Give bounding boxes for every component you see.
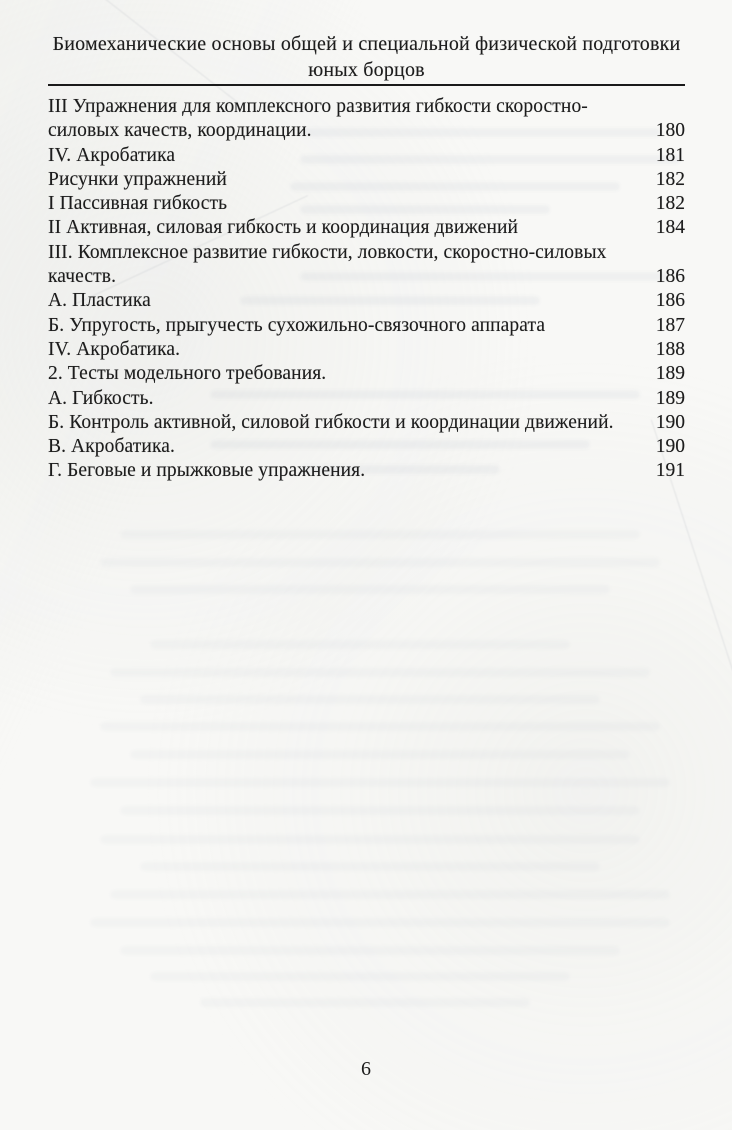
toc-entry-page: 186: [655, 266, 685, 288]
toc-entry-page: 190: [655, 411, 685, 433]
toc-entry-text: силовых качеств, координации.: [48, 120, 312, 142]
page-footer: [0, 1057, 732, 1081]
header-rule: [48, 84, 685, 86]
toc-entry: [48, 265, 685, 289]
toc-entry-page: 182: [655, 168, 685, 190]
toc-entry-page: 184: [655, 217, 685, 239]
toc-entry-page: 188: [655, 338, 685, 360]
toc-entry-text: III. Комплексное развитие гибкости, ловкости, скоростно-силовых: [48, 241, 607, 263]
running-head: [48, 0, 685, 86]
toc-entry-page: 187: [655, 314, 685, 336]
toc-entry: [48, 241, 685, 265]
toc-entry-page: 191: [655, 460, 685, 482]
toc-entry-text: III Упражнения для комплексного развития гибкости скоростно-: [48, 96, 588, 117]
book-title-line-1: Биомеханические основы общей и специальной физической подготовки: [52, 33, 681, 55]
toc-entry: [48, 144, 685, 168]
toc-entry-page: 190: [655, 436, 685, 458]
toc-entry: [48, 95, 685, 119]
toc-entry-text: качеств.: [48, 266, 117, 288]
toc-entry-page: 182: [655, 193, 685, 215]
toc-entry-page: 186: [655, 290, 685, 312]
toc-entry: [48, 314, 685, 338]
toc-entry-page: 181: [655, 144, 685, 166]
toc-entry: [48, 387, 685, 411]
toc-entry: [48, 362, 685, 386]
toc-entry: [48, 192, 685, 216]
toc-entry: [48, 216, 685, 240]
toc-entry-text: I Пассивная гибкость: [48, 193, 228, 215]
toc-entry-text: А. Пластика: [48, 290, 151, 312]
toc-entry-text: IV. Акробатика: [48, 144, 176, 166]
toc-entry-text: 2. Тесты модельного требования.: [48, 363, 327, 385]
toc-entry: [48, 119, 685, 143]
toc-entry-text: IV. Акробатика.: [48, 338, 181, 360]
toc-entry-text: Рисунки упражнений: [48, 168, 227, 190]
toc-entry-text: II Активная, силовая гибкость и координация движений: [48, 217, 519, 239]
toc-entry: [48, 459, 685, 483]
toc-entry-page: 189: [655, 363, 685, 385]
toc-entry: [48, 411, 685, 435]
toc-entry: [48, 435, 685, 459]
toc-entry-text: Б. Контроль активной, силовой гибкости и координации движений.: [48, 411, 614, 433]
toc-entry-text: А. Гибкость.: [48, 387, 154, 409]
toc-entry: [48, 338, 685, 362]
scanned-page: [48, 0, 685, 1130]
toc-entry-page: 189: [655, 387, 685, 409]
book-title-line-2: юных борцов: [308, 59, 425, 81]
toc-entry: [48, 168, 685, 192]
table-of-contents: [48, 95, 685, 484]
page-number: 6: [361, 1058, 371, 1080]
toc-entry-text: В. Акробатика.: [48, 436, 175, 458]
toc-entry-text: Б. Упругость, прыгучесть сухожильно-связочного аппарата: [48, 314, 546, 336]
toc-entry: [48, 289, 685, 313]
toc-entry-page: 180: [655, 120, 685, 142]
toc-entry-text: Г. Беговые и прыжковые упражнения.: [48, 460, 366, 482]
